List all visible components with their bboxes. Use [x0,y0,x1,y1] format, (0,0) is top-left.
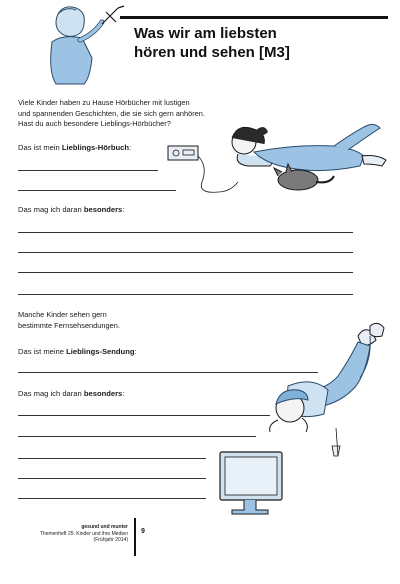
footer-credits [20,524,128,544]
besonders-2-bold: besonders [83,389,123,398]
write-line-besonders-1-a[interactable] [18,232,353,233]
title-line-2: hören und sehen [M3] [134,44,290,61]
horbuch-prompt-bold: Lieblings-Hörbuch [61,143,129,152]
besonders-1-prefix: Das mag ich daran [18,205,84,214]
footer-rule [134,518,136,556]
horbuch-prompt-suffix: : [128,143,132,152]
besonders-prompt-2 [18,389,124,398]
girl-listening-audiobook-illustration [166,116,392,206]
footer-line-3: (Frühjahr 2014) [93,537,128,543]
besonders-2-suffix: : [122,389,125,398]
write-line-besonders-1-c[interactable] [18,272,353,273]
boy-watching-tv-illustration [218,316,394,522]
intro-line-3: Hast du auch besondere Lieblings-Hörbücher? [18,119,171,128]
page-number: 9 [141,528,145,535]
title-line-1: Was wir am liebsten [134,25,277,42]
besonders-2-prefix: Das mag ich daran [18,389,84,398]
tv-intro-line-2: bestimmte Fernsehsendungen. [18,320,120,330]
page-title [134,24,384,62]
intro-line-2: und spannenden Geschichten, die sie sich gern anhören. [18,108,205,118]
sendung-prompt [18,347,137,356]
header-rule [120,16,388,19]
intro-line-1: Viele Kinder haben zu Hause Hörbücher mit lustigen [18,98,190,107]
sendung-prompt-bold: Lieblings-Sendung [66,347,135,356]
footer-line-1: gesund und munter [81,524,128,530]
besonders-prompt-1 [18,205,124,214]
boy-with-paper-plane-illustration [30,4,130,86]
sendung-prompt-suffix: : [134,347,137,356]
write-line-besonders-2-d[interactable] [18,478,206,479]
write-line-horbuch-2[interactable] [18,190,176,191]
write-line-horbuch-1[interactable] [18,170,158,171]
write-line-besonders-2-e[interactable] [18,498,206,499]
write-line-besonders-1-d[interactable] [18,294,353,295]
besonders-1-suffix: : [122,205,125,214]
write-line-besonders-2-c[interactable] [18,458,206,459]
tv-intro-paragraph [18,310,198,331]
horbuch-prompt [18,143,131,152]
sendung-prompt-prefix: Das ist meine [18,347,67,356]
write-line-besonders-1-b[interactable] [18,252,353,253]
tv-intro-line-1: Manche Kinder sehen gern [18,310,107,319]
besonders-1-bold: besonders [83,205,123,214]
footer-line-2: Themenheft 25: Kinder und ihre Medien [39,530,128,537]
horbuch-prompt-prefix: Das ist mein [18,143,62,152]
